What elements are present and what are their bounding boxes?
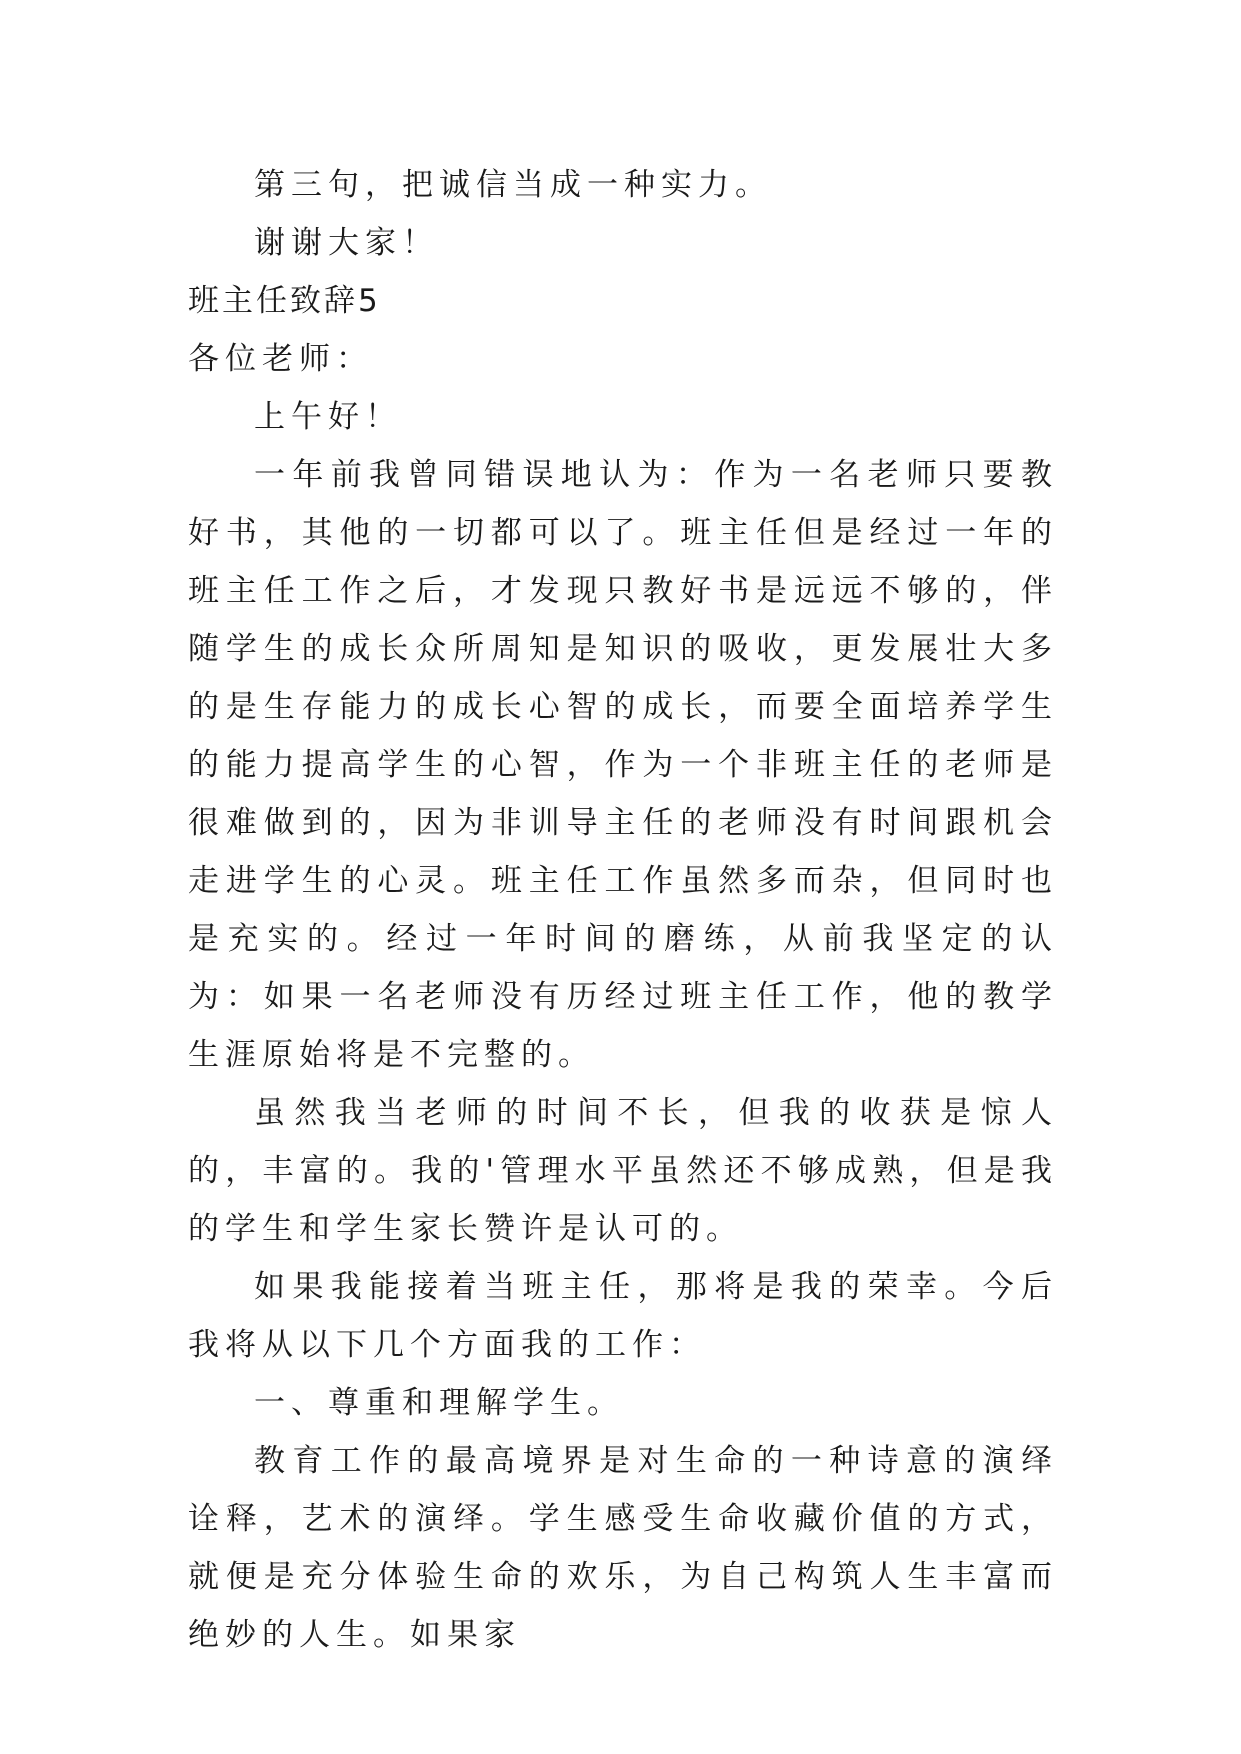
paragraph-gains: 虽然我当老师的时间不长，但我的收获是惊人的，丰富的。我的'管理水平虽然还不够成熟，但是我的学生和学生家长赞许是认可的。 xyxy=(188,1095,1058,1247)
salutation: 各位老师： xyxy=(188,341,373,377)
paragraph-reflection: 一年前我曾同错误地认为：作为一名老师只要教好书，其他的一切都可以了。班主任但是经过一年的班主任工作之后，才发现只教好书是远远不够的，伴随学生的成长众所周知是知识的吸收，更发展壮大多的是生存能力的成长心智的成长，而要全面培养学生的能力提高学生的心智，作为一个非班主任的老师是很难做到的，因为非训导主任的老师没有时间跟机会走进学生的心灵。班主任工作虽然多而杂，但同时也是充实的。经过一年时间的磨练，从前我坚定的认为：如果一名老师没有历经过班主任工作，他的教学生涯原始将是不完整的。 xyxy=(188,457,1058,1073)
paragraph-plans: 如果我能接着当班主任，那将是我的荣幸。今后我将从以下几个方面我的工作： xyxy=(188,1269,1058,1363)
paragraph-thanks: 谢谢大家！ xyxy=(254,225,439,261)
list-item-respect: 一、尊重和理解学生。 xyxy=(254,1385,624,1421)
greeting: 上午好！ xyxy=(254,399,402,435)
document-body xyxy=(188,156,1058,1664)
section-heading: 班主任致辞5 xyxy=(188,283,381,319)
paragraph-education: 教育工作的最高境界是对生命的一种诗意的演绎诠释，艺术的演绎。学生感受生命收藏价值的方式，就便是充分体验生命的欢乐，为自己构筑人生丰富而绝妙的人生。如果家 xyxy=(188,1443,1058,1653)
paragraph-third-sentence: 第三句，把诚信当成一种实力。 xyxy=(254,167,772,203)
